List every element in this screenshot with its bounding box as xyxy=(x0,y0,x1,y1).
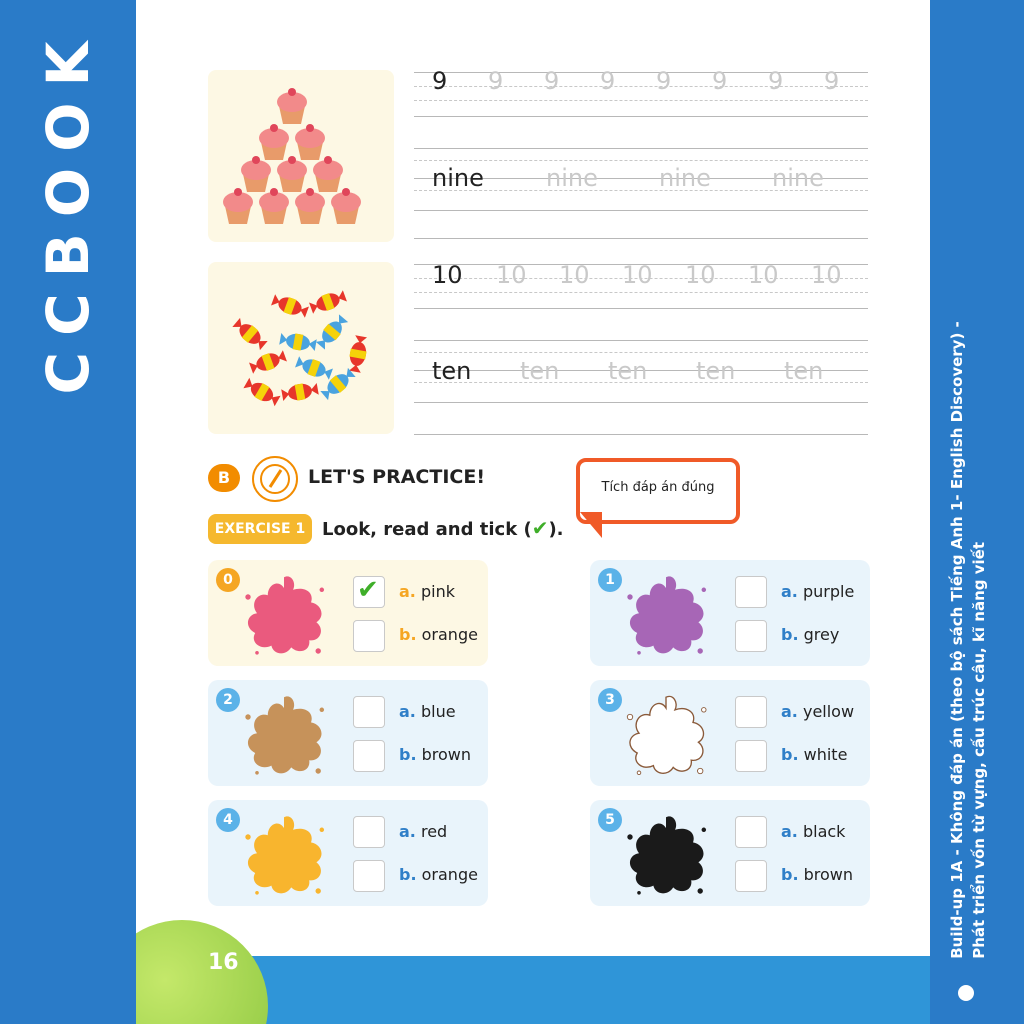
section-title: LET'S PRACTICE! xyxy=(308,466,485,488)
option-letter: a. xyxy=(781,822,798,841)
checkbox-a[interactable] xyxy=(353,696,385,728)
trace-text: 9 xyxy=(488,67,504,95)
option-letter: a. xyxy=(781,582,798,601)
option-a xyxy=(781,702,854,721)
exercise-badge: EXERCISE 1 xyxy=(208,514,312,544)
option-b xyxy=(781,865,853,884)
trace-text: 9 xyxy=(544,67,560,95)
section-badge: B xyxy=(208,464,240,492)
option-a-label: blue xyxy=(420,702,456,721)
trace-text: 10 xyxy=(559,261,590,289)
trace-text: 10 xyxy=(811,261,842,289)
trace-text: nine xyxy=(659,164,711,192)
bullet-dot xyxy=(958,985,974,1001)
trace-text: 9 xyxy=(824,67,840,95)
trace-text: 9 xyxy=(656,67,672,95)
instruction-end: ). xyxy=(548,519,564,540)
option-a xyxy=(781,582,854,601)
exercise-instruction xyxy=(322,516,564,540)
trace-text: 10 xyxy=(622,261,653,289)
exercise-card xyxy=(208,560,488,666)
page-number-circle xyxy=(136,920,268,1024)
paint-splat-icon xyxy=(616,810,716,900)
instruction-text: Look, read and tick ( xyxy=(322,519,532,540)
option-b xyxy=(399,625,478,644)
option-a xyxy=(399,822,447,841)
option-b-label: orange xyxy=(421,865,478,884)
exercise-card xyxy=(590,560,870,666)
option-b-label: brown xyxy=(421,745,472,764)
option-b-label: brown xyxy=(803,865,854,884)
sidebar-note-line1: Build-up 1A - Không đáp án (theo bộ sách Tiếng Anh 1- English Discovery) - xyxy=(948,321,966,959)
candies-picture xyxy=(208,262,394,434)
option-letter: a. xyxy=(399,822,416,841)
item-number: 2 xyxy=(216,688,240,712)
callout-tail xyxy=(580,512,602,538)
option-letter: b. xyxy=(399,745,417,764)
sidebar-note xyxy=(946,321,990,959)
cupcake-icon xyxy=(208,70,394,242)
checkbox-b[interactable] xyxy=(735,740,767,772)
option-letter: b. xyxy=(781,865,799,884)
item-number: 1 xyxy=(598,568,622,592)
option-b xyxy=(781,745,847,764)
option-a-label: yellow xyxy=(802,702,855,721)
brand-sidebar xyxy=(0,0,136,1024)
checkbox-b[interactable] xyxy=(353,740,385,772)
candy-icon xyxy=(208,262,394,434)
worksheet-page xyxy=(136,0,930,1024)
page-number: 16 xyxy=(208,950,239,975)
trace-text: 10 xyxy=(496,261,527,289)
option-a xyxy=(781,822,845,841)
trace-text: 9 xyxy=(768,67,784,95)
option-b-label: grey xyxy=(803,625,840,644)
option-a-label: purple xyxy=(802,582,855,601)
brand-logo: CCBOOK xyxy=(34,25,102,395)
option-letter: b. xyxy=(781,745,799,764)
number-word-nine: nine xyxy=(432,164,484,192)
checkbox-b[interactable] xyxy=(353,860,385,892)
checkbox-a[interactable] xyxy=(735,696,767,728)
paint-splat-icon xyxy=(616,690,716,780)
number-word-9: 9 xyxy=(432,67,448,95)
trace-text: ten xyxy=(608,357,648,385)
checkbox-a[interactable] xyxy=(353,816,385,848)
option-b xyxy=(399,745,471,764)
option-a-label: pink xyxy=(420,582,455,601)
sidebar-note-line2: Phát triển vốn từ vựng, cấu trúc câu, kĩ năng viết xyxy=(970,542,988,959)
option-letter: a. xyxy=(781,702,798,721)
callout-text: Tích đáp án đúng xyxy=(601,480,715,495)
item-number: 5 xyxy=(598,808,622,832)
option-letter: b. xyxy=(781,625,799,644)
exercise-card xyxy=(590,800,870,906)
option-letter: a. xyxy=(399,702,416,721)
item-number: 3 xyxy=(598,688,622,712)
trace-text: ten xyxy=(520,357,560,385)
option-b xyxy=(399,865,478,884)
exercise-card xyxy=(208,680,488,786)
trace-text: ten xyxy=(784,357,824,385)
checkbox-a[interactable] xyxy=(353,576,385,608)
cupcakes-picture xyxy=(208,70,394,242)
option-a xyxy=(399,702,456,721)
tick-icon: ✔ xyxy=(531,516,549,540)
paint-splat-icon xyxy=(234,570,334,660)
trace-text: 9 xyxy=(600,67,616,95)
option-a-label: black xyxy=(802,822,846,841)
exercise-card xyxy=(590,680,870,786)
option-b-label: white xyxy=(803,745,848,764)
tick-icon: ✔ xyxy=(357,575,379,605)
checkbox-b[interactable] xyxy=(735,860,767,892)
checkbox-a[interactable] xyxy=(735,576,767,608)
option-b xyxy=(781,625,839,644)
item-number: 0 xyxy=(216,568,240,592)
option-letter: a. xyxy=(399,582,416,601)
paint-splat-icon xyxy=(234,810,334,900)
paint-splat-icon xyxy=(616,570,716,660)
item-number: 4 xyxy=(216,808,240,832)
option-b-label: orange xyxy=(421,625,478,644)
option-letter: b. xyxy=(399,865,417,884)
paint-splat-icon xyxy=(234,690,334,780)
trace-text: nine xyxy=(772,164,824,192)
trace-text: 9 xyxy=(712,67,728,95)
option-a-label: red xyxy=(420,822,448,841)
checkbox-a[interactable] xyxy=(735,816,767,848)
trace-text: nine xyxy=(546,164,598,192)
number-word-ten: ten xyxy=(432,357,472,385)
checkbox-b[interactable] xyxy=(353,620,385,652)
checkbox-b[interactable] xyxy=(735,620,767,652)
trace-text: ten xyxy=(696,357,736,385)
exercise-card xyxy=(208,800,488,906)
option-letter: b. xyxy=(399,625,417,644)
pencil-icon xyxy=(252,456,298,502)
option-a xyxy=(399,582,455,601)
writing-lines-9 xyxy=(414,60,868,240)
trace-text: 10 xyxy=(748,261,779,289)
number-word-10: 10 xyxy=(432,261,463,289)
trace-text: 10 xyxy=(685,261,716,289)
